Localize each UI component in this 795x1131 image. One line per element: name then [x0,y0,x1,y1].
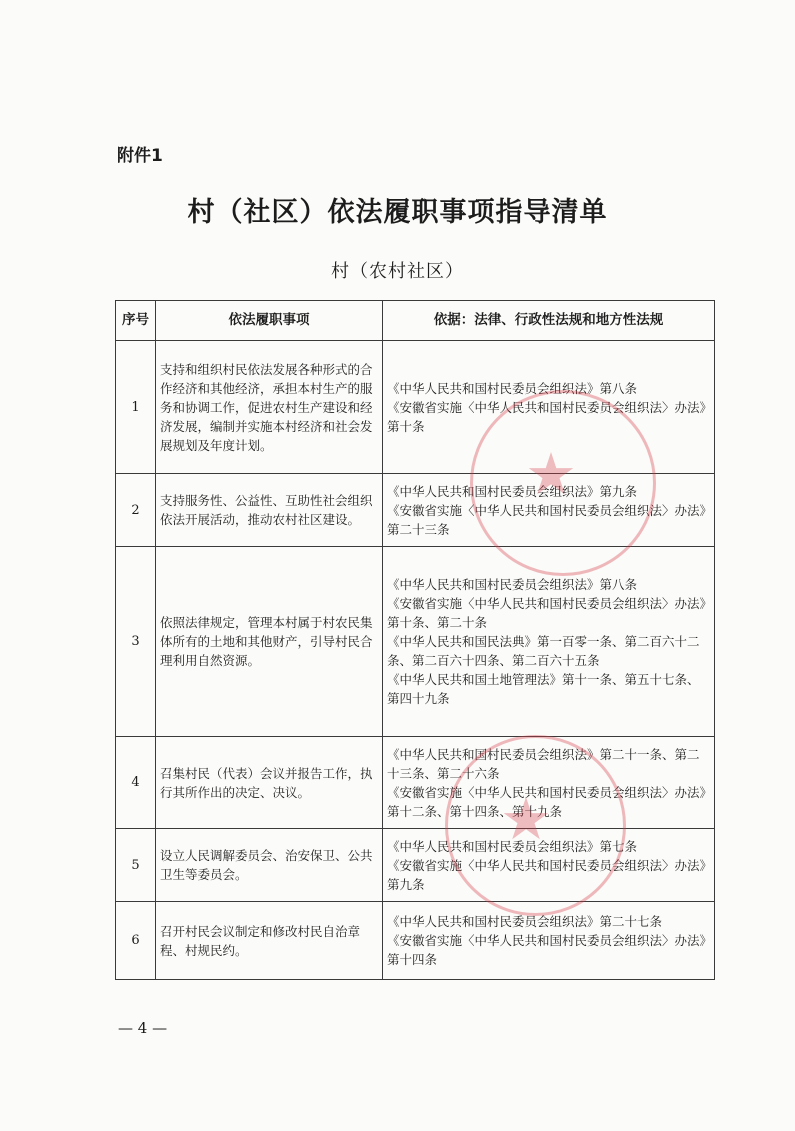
row-number: 4 [116,737,156,829]
basis-line: 《安徽省实施〈中华人民共和国村民委员会组织法〉办法》第十条、第二十条 [387,596,706,630]
row-legal-basis [383,902,715,980]
row-legal-basis [383,474,715,547]
row-duty-item: 召开村民会议制定和修改村民自治章程、村规民约。 [156,902,383,980]
attachment-label: 附件1 [117,146,163,166]
row-duty-item: 支持服务性、公益性、互助性社会组织依法开展活动，推动农村社区建设。 [156,474,383,547]
row-number: 3 [116,547,156,737]
basis-line: 《中华人民共和国村民委员会组织法》第七条 [387,838,638,854]
table-row [116,829,715,902]
basis-line: 《中华人民共和国村民委员会组织法》第八条 [387,577,638,592]
row-number: 2 [116,474,156,547]
document-title: 村（社区）依法履职事项指导清单 [187,197,608,228]
basis-line: 《中华人民共和国村民委员会组织法》第二十七条 [387,914,663,929]
basis-line: 《中华人民共和国村民委员会组织法》第二十一条、第二十三条、第二十六条 [387,746,700,781]
basis-line: 《安徽省实施〈中华人民共和国村民委员会组织法〉办法》第九条 [387,857,706,892]
header-number: 序号 [116,301,156,341]
table-row [116,341,715,474]
row-legal-basis [383,737,715,829]
row-legal-basis [383,341,715,474]
basis-line: 《中华人民共和国村民委员会组织法》第九条 [387,483,638,499]
table-row [116,547,715,737]
row-number: 1 [116,341,156,474]
row-duty-item: 召集村民（代表）会议并报告工作，执行其所作出的决定、决议。 [156,737,383,829]
seal-star-icon: ★ [525,440,577,508]
basis-line: 《中华人民共和国民法典》第一百零一条、第二百六十二条、第二百六十四条、第二百六十五条 [387,634,700,668]
basis-line: 《中华人民共和国村民委员会组织法》第八条 [387,380,638,396]
row-number: 6 [116,902,156,980]
basis-line: 《安徽省实施〈中华人民共和国村民委员会组织法〉办法》第十二条、第十四条、第十九条 [387,784,706,819]
basis-line: 《安徽省实施〈中华人民共和国村民委员会组织法〉办法》第十条 [387,399,706,434]
table-row [116,902,715,980]
row-duty-item: 支持和组织村民依法发展各种形式的合作经济和其他经济，承担本村生产的服务和协调工作，促进农村生产建设和经济发展，编制并实施本村经济和社会发展规划及年度计划。 [156,341,383,474]
table-row [116,737,715,829]
seal-star-icon: ★ [500,785,552,853]
table-header-row [116,301,715,341]
header-legal-basis: 依据：法律、行政性法规和地方性法规 [383,301,715,341]
duty-list-table [115,300,715,980]
table-row [116,474,715,547]
basis-line: 《安徽省实施〈中华人民共和国村民委员会组织法〉办法》第二十三条 [387,502,706,537]
row-duty-item: 依照法律规定，管理本村属于村农民集体所有的土地和其他财产，引导村民合理利用自然资源。 [156,547,383,737]
basis-line: 《中华人民共和国土地管理法》第十一条、第五十七条、第四十九条 [387,672,700,706]
row-legal-basis [383,547,715,737]
basis-line: 《安徽省实施〈中华人民共和国村民委员会组织法〉办法》第十四条 [387,933,706,967]
page-number: — 4 — [118,1019,168,1037]
row-legal-basis [383,829,715,902]
row-duty-item: 设立人民调解委员会、治安保卫、公共卫生等委员会。 [156,829,383,902]
row-number: 5 [116,829,156,902]
document-subtitle: 村（农村社区） [331,261,464,282]
header-duty-item: 依法履职事项 [156,301,383,341]
